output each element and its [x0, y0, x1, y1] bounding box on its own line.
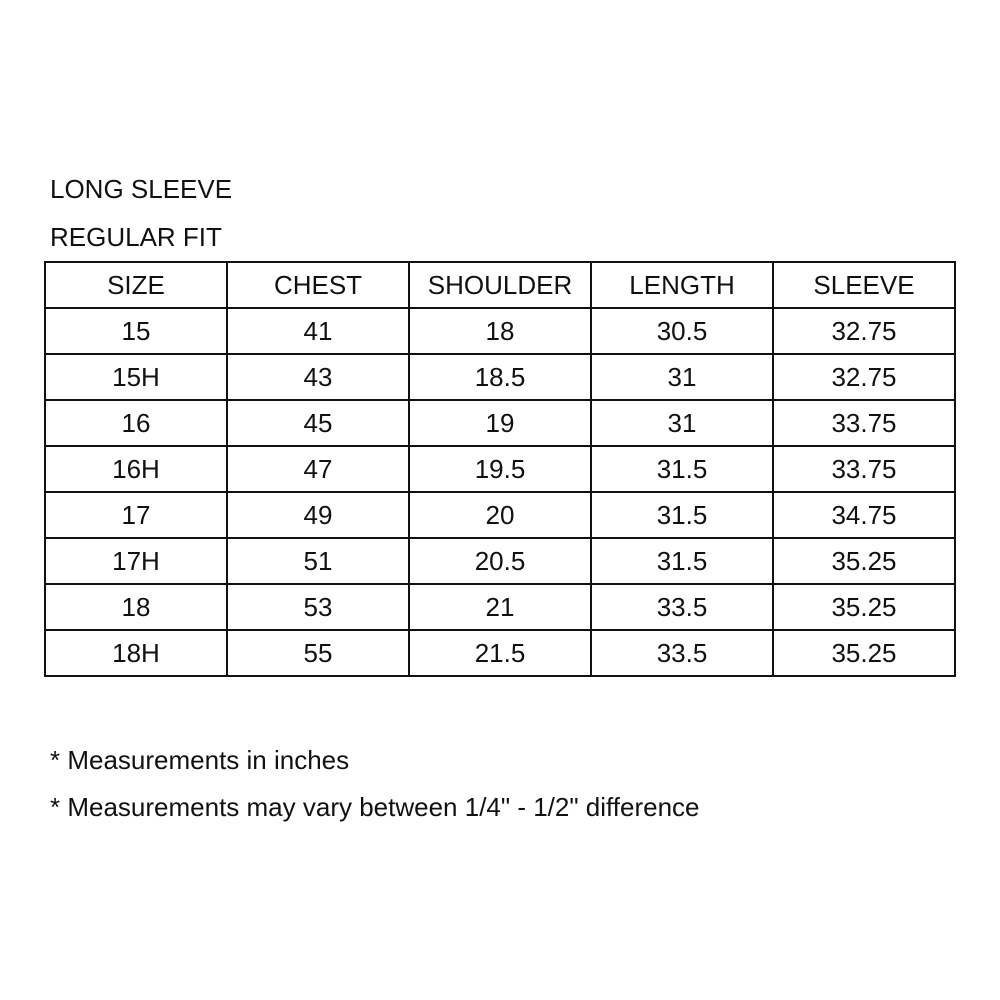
cell-size: 18 — [45, 584, 227, 630]
chart-subtitle: REGULAR FIT — [50, 222, 222, 252]
header-sleeve: SLEEVE — [773, 262, 955, 308]
table-row — [45, 630, 955, 676]
cell-sleeve: 33.75 — [773, 446, 955, 492]
table-row — [45, 354, 955, 400]
table-row — [45, 538, 955, 584]
header-shoulder: SHOULDER — [409, 262, 591, 308]
table-row — [45, 400, 955, 446]
cell-size: 16H — [45, 446, 227, 492]
cell-chest: 47 — [227, 446, 409, 492]
cell-sleeve: 34.75 — [773, 492, 955, 538]
cell-shoulder: 20 — [409, 492, 591, 538]
table-row — [45, 492, 955, 538]
cell-size: 17 — [45, 492, 227, 538]
cell-length: 33.5 — [591, 630, 773, 676]
note-units: * Measurements in inches — [50, 745, 350, 775]
cell-size: 18H — [45, 630, 227, 676]
cell-sleeve: 35.25 — [773, 630, 955, 676]
cell-chest: 41 — [227, 308, 409, 354]
cell-sleeve: 33.75 — [773, 400, 955, 446]
cell-chest: 53 — [227, 584, 409, 630]
cell-shoulder: 18 — [409, 308, 591, 354]
cell-size: 17H — [45, 538, 227, 584]
table-row — [45, 446, 955, 492]
cell-chest: 43 — [227, 354, 409, 400]
cell-length: 31 — [591, 400, 773, 446]
cell-shoulder: 18.5 — [409, 354, 591, 400]
cell-length: 31 — [591, 354, 773, 400]
cell-chest: 45 — [227, 400, 409, 446]
cell-sleeve: 35.25 — [773, 538, 955, 584]
cell-shoulder: 19.5 — [409, 446, 591, 492]
cell-size: 16 — [45, 400, 227, 446]
cell-length: 31.5 — [591, 492, 773, 538]
cell-chest: 51 — [227, 538, 409, 584]
size-chart-table — [44, 261, 956, 677]
cell-sleeve: 32.75 — [773, 308, 955, 354]
header-chest: CHEST — [227, 262, 409, 308]
cell-length: 33.5 — [591, 584, 773, 630]
cell-length: 31.5 — [591, 538, 773, 584]
cell-size: 15H — [45, 354, 227, 400]
table-row — [45, 584, 955, 630]
table-header-row — [45, 262, 955, 308]
cell-shoulder: 20.5 — [409, 538, 591, 584]
cell-length: 30.5 — [591, 308, 773, 354]
cell-sleeve: 35.25 — [773, 584, 955, 630]
header-size: SIZE — [45, 262, 227, 308]
cell-shoulder: 21.5 — [409, 630, 591, 676]
cell-chest: 49 — [227, 492, 409, 538]
table-row — [45, 308, 955, 354]
cell-shoulder: 21 — [409, 584, 591, 630]
cell-length: 31.5 — [591, 446, 773, 492]
chart-title: LONG SLEEVE — [50, 174, 233, 204]
cell-chest: 55 — [227, 630, 409, 676]
cell-size: 15 — [45, 308, 227, 354]
header-length: LENGTH — [591, 262, 773, 308]
cell-sleeve: 32.75 — [773, 354, 955, 400]
note-variance: * Measurements may vary between 1/4" - 1/2" difference — [50, 792, 700, 822]
cell-shoulder: 19 — [409, 400, 591, 446]
